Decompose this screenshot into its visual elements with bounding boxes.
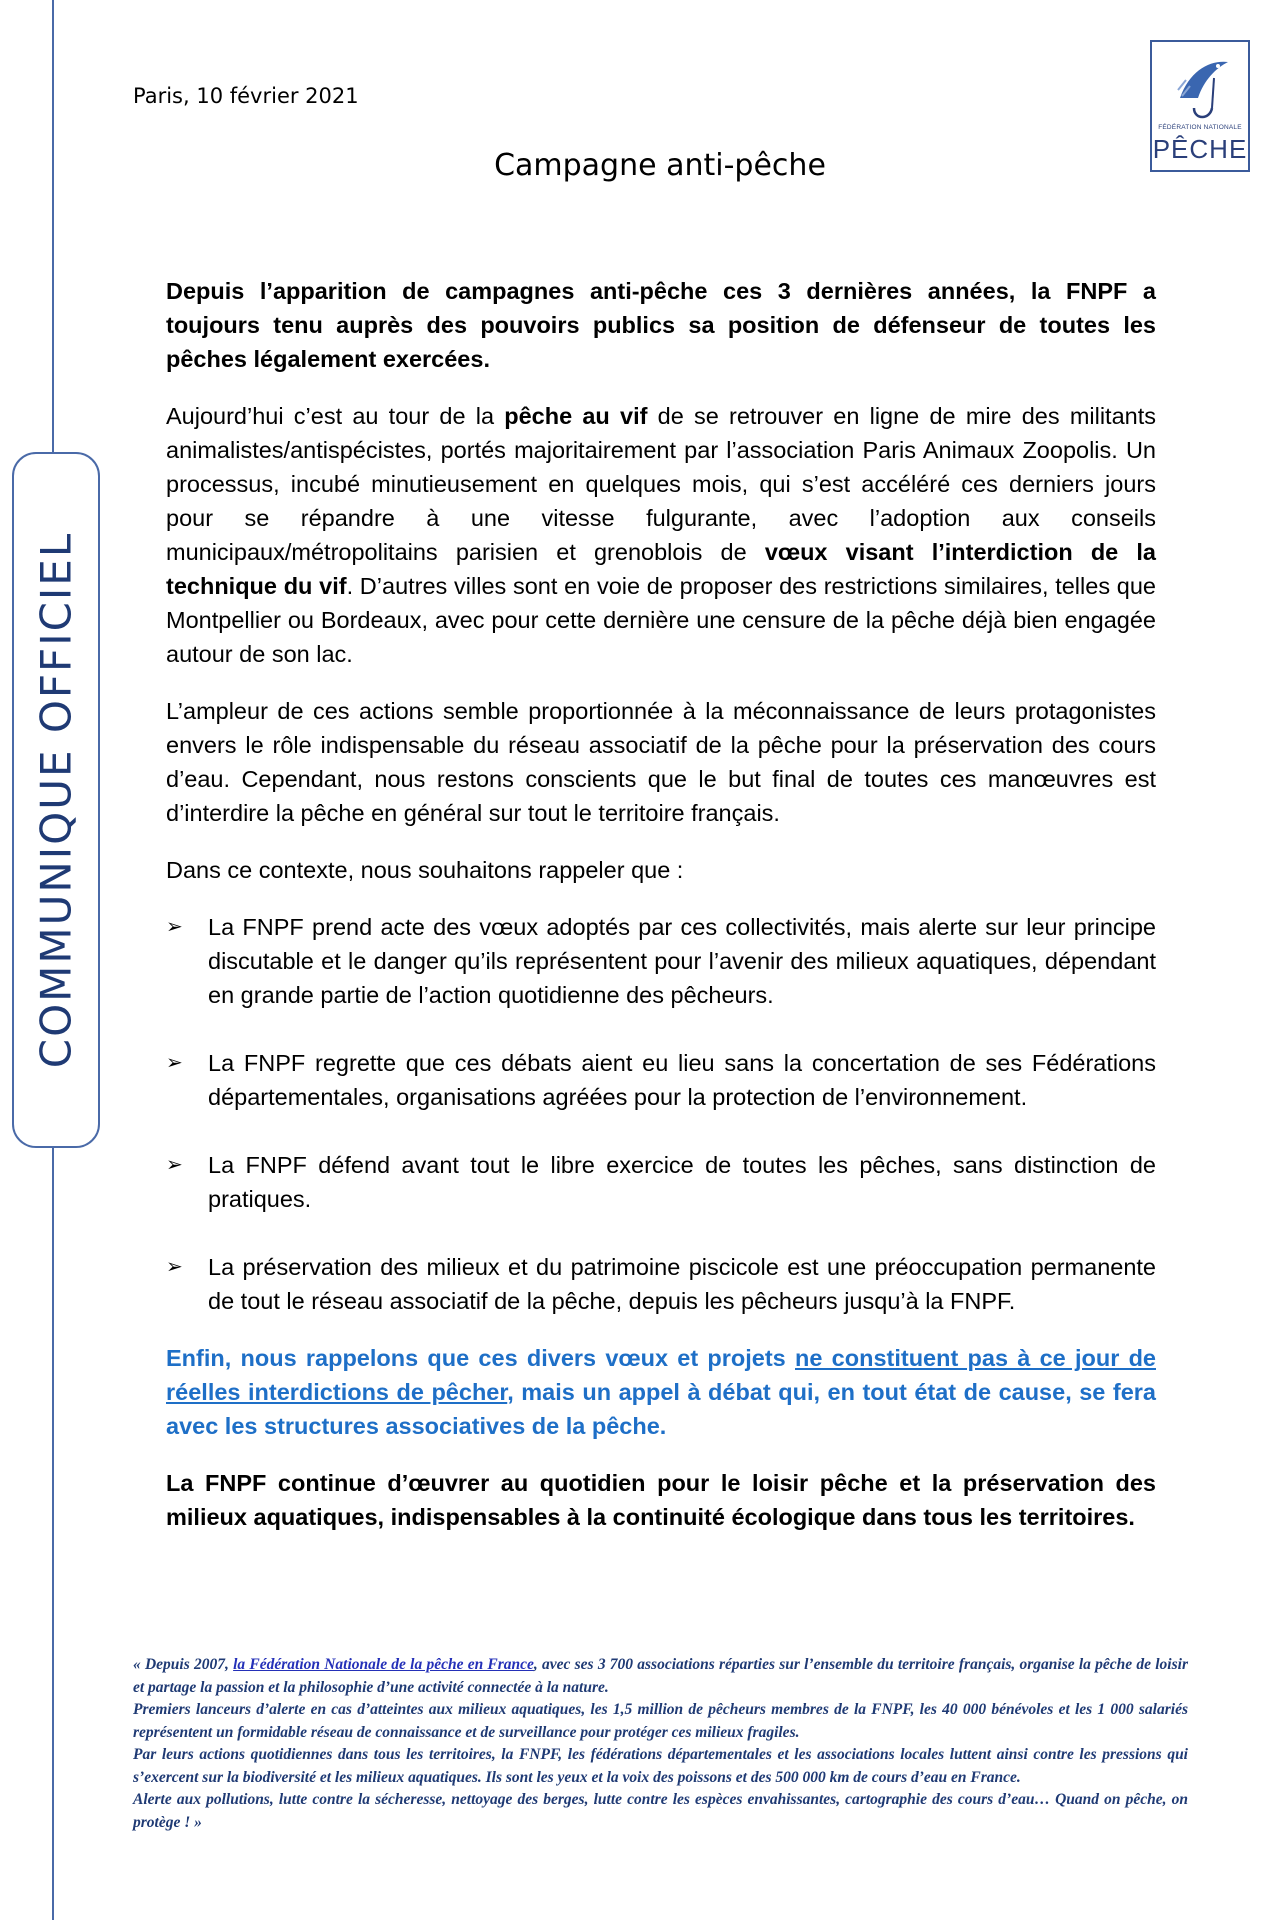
- list-item-text: La FNPF prend acte des vœux adoptés par ces collectivités, mais alerte sur leur principe discutable et le danger qu’ils représentent pour l’avenir des milieux aquatiques, dépendant en grande partie de l’action quotidienne des pêcheurs.: [208, 914, 1156, 1008]
- arrow-bullet-icon: ➢: [166, 916, 183, 938]
- footer-line: Alerte aux pollutions, lutte contre la sécheresse, nettoyage des berges, lutte contre les espèces envahissantes, cartographie des cours d’eau… Quand on pêche, on protège ! »: [133, 1791, 1188, 1831]
- main-content: [166, 274, 1156, 1557]
- list-item: [166, 910, 1156, 1012]
- footer-note: [133, 1654, 1188, 1834]
- closing-paragraph: La FNPF continue d’œuvrer au quotidien pour le loisir pêche et la préservation des milieux aquatiques, indispensables à la continuité écologique dans tous les territoires.: [166, 1470, 1156, 1530]
- list-item: [166, 1250, 1156, 1318]
- bold-run: pêche au vif: [504, 403, 648, 429]
- footer-line: Premiers lanceurs d’alerte en cas d’atteintes aux milieux aquatiques, les 1,5 million de pêcheurs membres de la FNPF, les 40 000 bénévoles et les 1 000 salariés représentent un formidable réseau de connaissance et de surveillance pour protéger ces milieux fragiles.: [133, 1701, 1188, 1741]
- text-run: « Depuis 2007,: [133, 1656, 234, 1673]
- fnpf-link[interactable]: la Fédération Nationale de la pêche en France: [233, 1656, 534, 1673]
- ampleur-paragraph: L’ampleur de ces actions semble proportionnée à la méconnaissance de leurs protagonistes envers le rôle indispensable du réseau associatif de la pêche pour la préservation des cours d’eau. Cependant, nous restons conscients que le but final de toutes ces manœuvres est d’interdire la pêche en général sur tout le territoire français.: [166, 698, 1156, 826]
- press-date: Paris, 10 février 2021: [133, 84, 359, 108]
- list-item-text: La FNPF regrette que ces débats aient eu lieu sans la concertation de ses Fédérations départementales, organisations agréées pour la protection de l’environnement.: [208, 1050, 1156, 1110]
- blue-paragraph: [166, 1341, 1156, 1443]
- logo-subtitle: FÉDÉRATION NATIONALE: [1158, 124, 1242, 131]
- footer-line: Par leurs actions quotidiennes dans tous les territoires, la FNPF, les fédérations départementales et les associations locales luttent ainsi contre les pressions qui s’exercent sur la biodiversité et les milieux aquatiques. Ils sont les yeux et la voix des poissons et des 500 000 km de cours d’eau en France.: [133, 1746, 1188, 1786]
- side-label: COMMUNIQUE OFFICIEL: [31, 531, 81, 1069]
- fnpf-logo: [1150, 40, 1250, 172]
- list-item-text: La préservation des milieux et du patrimoine piscicole est une préoccupation permanente de tout le réseau associatif de la pêche, depuis les pêcheurs jusqu’à la FNPF.: [208, 1254, 1156, 1314]
- page-title: Campagne anti-pêche: [494, 148, 826, 183]
- arrow-bullet-icon: ➢: [166, 1154, 183, 1176]
- arrow-bullet-icon: ➢: [166, 1256, 183, 1278]
- context-paragraph: [166, 399, 1156, 671]
- lead-in-paragraph: Dans ce contexte, nous souhaitons rappeler que :: [166, 857, 684, 883]
- logo-word: PÊCHE: [1152, 134, 1248, 164]
- list-item: [166, 1148, 1156, 1216]
- list-item-text: La FNPF défend avant tout le libre exercice de toutes les pêches, sans distinction de pratiques.: [208, 1152, 1156, 1212]
- text-run: Enfin, nous rappelons que ces divers vœux et projets: [166, 1345, 795, 1371]
- text-run: . D’autres villes sont en voie de proposer des restrictions similaires, telles que Montpellier ou Bordeaux, avec pour cette dernière une censure de la pêche déjà bien engagée autour de son lac.: [166, 573, 1156, 667]
- bold-run: vœux visant l’interdiction de la technique du vif: [166, 539, 1156, 599]
- arrow-bullet-icon: ➢: [166, 1052, 183, 1074]
- text-run: de se retrouver en ligne de mire des militants animalistes/antispécistes, portés majoritairement par l’association Paris Animaux Zoopolis. Un processus, incubé minutieusement en quelques mois, qui s’est accéléré ces derniers jours pour se répandre à une vitesse fulgurante, avec l’adoption aux conseils municipaux/métropolitains parisien et grenoblois de: [166, 403, 1157, 565]
- fish-hook-icon: [1174, 50, 1230, 122]
- text-run: Aujourd’hui c’est au tour de la: [166, 403, 505, 429]
- list-item: [166, 1046, 1156, 1114]
- text-run: , mais un appel à débat qui, en tout état de cause, se fera avec les structures associatives de la pêche.: [166, 1379, 1156, 1439]
- intro-paragraph: Depuis l’apparition de campagnes anti-pêche ces 3 dernières années, la FNPF a toujours tenu auprès des pouvoirs publics sa position de défenseur de toutes les pêches légalement exercées.: [166, 278, 1156, 372]
- footer-line: [133, 1654, 1188, 1699]
- underlined-link[interactable]: ne constituent pas à ce jour de réelles interdictions de pêcher: [166, 1345, 1156, 1405]
- text-run: , avec ses 3 700 associations réparties sur l’ensemble du territoire français, organise la pêche de loisir et partage la passion et la philosophie d’une activité connectée à la nature.: [133, 1656, 1188, 1696]
